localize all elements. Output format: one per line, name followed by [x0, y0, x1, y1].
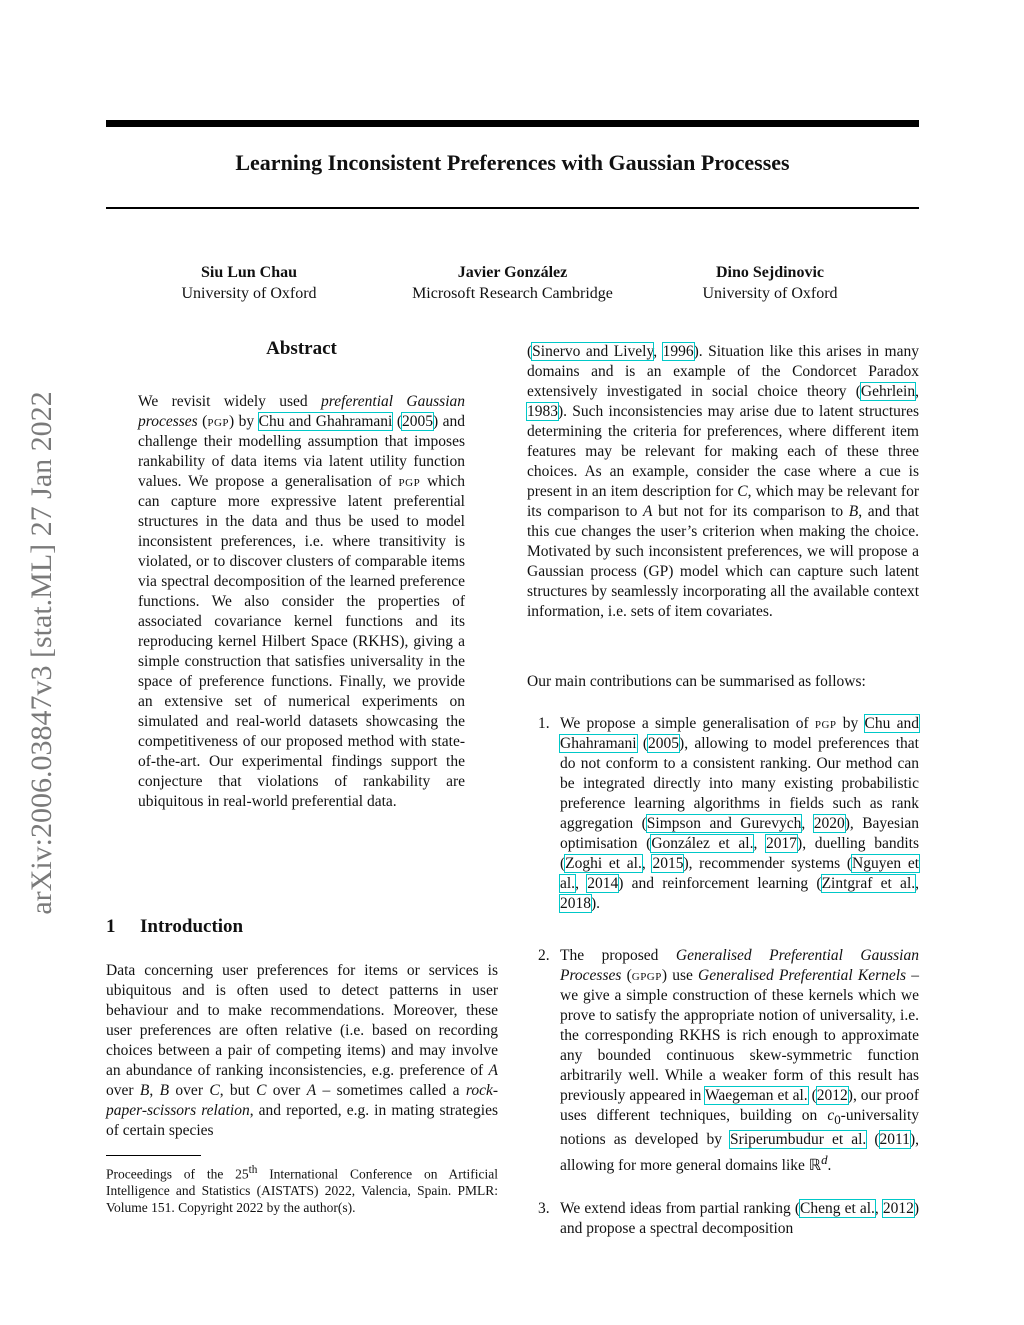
citation-year-link[interactable]: 2015	[652, 855, 684, 872]
right-column-paragraph: (Sinervo and Lively, 1996). Situation like this arises in many domains and is an example of the Condorcet Paradox extensively investigated in social choice theory (Gehrlein, 1983). Such inconsistencies may arise due to latent structures determining the criteria for preferences, where different item features may be relevant for making each of these three choices. As an example, consider the case where a cue is present in an item description for C, which may be relevant for its comparison to A but not for its comparison to B, and that this cue changes the user’s criterion when making the choice. Motivated by such inconsistent preferences, we will propose a Gaussian process (GP) model which can capture such latent structures by seamlessly incorporating all the available context information, i.e. sets of item covariates.	[527, 343, 920, 620]
title-bottom-rule	[106, 207, 919, 209]
citation-link[interactable]: Nguyen et al.	[560, 855, 920, 892]
author-block-3	[675, 262, 865, 304]
author-name: Dino Sejdinovic	[715, 264, 824, 281]
citation-year-link[interactable]: 2011	[879, 1131, 910, 1149]
abstract-body: We revisit widely used preferential Gaussian processes (pgp) by Chu and Ghahramani (2005) and challenge their modelling assumption that imposes rankability of data items via latent utility function values. We propose a generalisation of pgp which can capture more expressive latent preferential structures in the data and thus be used to model inconsistent preferences, i.e. where transitivity is violated, or to discover clusters of comparable items via spectral decomposition of the learned preference functions. We also consider the properties of associated covariance kernel functions and its reproducing kernel Hilbert Space (RKHS), giving a simple construction that satisfies universality in the space of preference functions. Finally, we provide an extensive set of numerical experiments on simulated and real-world datasets showcasing the competitiveness of our proposed method with state-of-the-art. Our experimental findings support the conjecture that violations of rankability are ubiquitous in real-world preferential data.	[138, 393, 465, 810]
contribution-item-1: 1. We propose a simple generalisation of pgp by Chu and Ghahramani (2005), allowing to model preferences that do not conform to a consistent ranking. Our method can be integrated directly into many existing probabilistic preference learning algorithms in fields such as rank aggregation (Simpson and Gurevych, 2020), Bayesian optimisation (González et al., 2017), duelling bandits (Zoghi et al., 2015), recommender systems (Nguyen et al., 2014) and reinforcement learning (Zintgraf et al., 2018).	[538, 715, 920, 912]
citation-year-link[interactable]: 2005	[648, 735, 680, 752]
citation-year-link[interactable]: 1983	[527, 403, 558, 420]
citation-year-link[interactable]: 2012	[882, 1200, 914, 1217]
citation-year-link[interactable]: 2018	[560, 895, 591, 912]
author-affiliation: Microsoft Research Cambridge	[412, 285, 613, 302]
title-top-rule	[106, 120, 919, 127]
author-name: Siu Lun Chau	[200, 264, 298, 281]
footnote: Proceedings of the 25th International Conference on Artificial Intelligence and Statistics (AISTATS) 2022, Valencia, Spain. PMLR: Volume 151. Copyright 2022 by the author(s).	[106, 1164, 498, 1215]
citation-year-link[interactable]: 2012	[816, 1087, 848, 1104]
section-heading-introduction: 1 Introduction	[106, 916, 244, 937]
citation-link[interactable]: Sriperumbudur et al.	[730, 1131, 867, 1149]
author-block-1	[148, 262, 350, 304]
paper-title: Learning Inconsistent Preferences with Gaussian Processes	[235, 150, 790, 175]
citation-link[interactable]: Zintgraf et al.	[821, 875, 916, 892]
citation-link[interactable]: Chu and Ghahramani	[258, 413, 393, 430]
author-name: Javier González	[457, 264, 568, 281]
footnote-rule	[106, 1155, 201, 1156]
citation-year-link[interactable]: 1996	[662, 343, 694, 360]
author-affiliation: University of Oxford	[181, 285, 317, 302]
citation-link[interactable]: Sinervo and Lively	[532, 343, 654, 360]
author-affiliation: University of Oxford	[702, 285, 838, 302]
contribution-item-2: 2. The proposed Generalised Preferential Gaussian Processes (gpgp) use Generalised Preferential Kernels – we give a simple construction of these kernels which we prove to satisfy the appropriate notion of universality, i.e. the corresponding RKHS is rich enough to approximate any bounded continuous skew-symmetric function arbitrarily well. While a weaker form of this result has previously appeared in Waegeman et al. (2012), our proof uses different techniques, building on $c_0$-universality notions as developed by Sriperumbudur et al. (2011), allowing for more general domains like ℝ$^d$.	[538, 947, 919, 1175]
citation-year-link[interactable]: 2014	[587, 875, 619, 892]
citation-link[interactable]: Cheng et al.	[800, 1200, 875, 1217]
arxiv-id: arXiv:2006.03847v3 [stat.ML] 27 Jan 2022	[25, 390, 58, 915]
arxiv-stamp	[20, 355, 64, 950]
citation-year-link[interactable]: 2017	[766, 835, 798, 852]
citation-link[interactable]: González et al.	[651, 835, 754, 852]
author-block-2	[385, 262, 640, 304]
contribution-item-3: 3. We extend ideas from partial ranking (Cheng et al., 2012) and propose a spectral decomposition	[538, 1200, 919, 1237]
citation-year-link[interactable]: 2020	[813, 815, 845, 832]
citation-link[interactable]: Simpson and Gurevych	[646, 815, 802, 832]
contributions-intro: Our main contributions can be summarised as follows:	[527, 673, 866, 690]
citation-link[interactable]: Zoghi et al.	[565, 855, 642, 872]
citation-link[interactable]: Chu and Ghahramani	[560, 715, 920, 752]
abstract-heading: Abstract	[266, 338, 337, 359]
citation-link[interactable]: Waegeman et al.	[705, 1087, 808, 1104]
citation-year-link[interactable]: 2005	[401, 413, 433, 430]
citation-link[interactable]: Gehrlein	[860, 383, 916, 400]
intro-paragraph: Data concerning user preferences for items or services is ubiquitous and is often used to detect patterns in user behaviour and to make recommendations. Moreover, these user preferences are often relative (i.e. based on recording choices between a pair of competing items) and may involve an abundance of ranking inconsistencies, e.g. preference of A over B, B over C, but C over A – sometimes called a rock-paper-scissors relation, and reported, e.g. in mating strategies of certain species	[106, 962, 499, 1139]
